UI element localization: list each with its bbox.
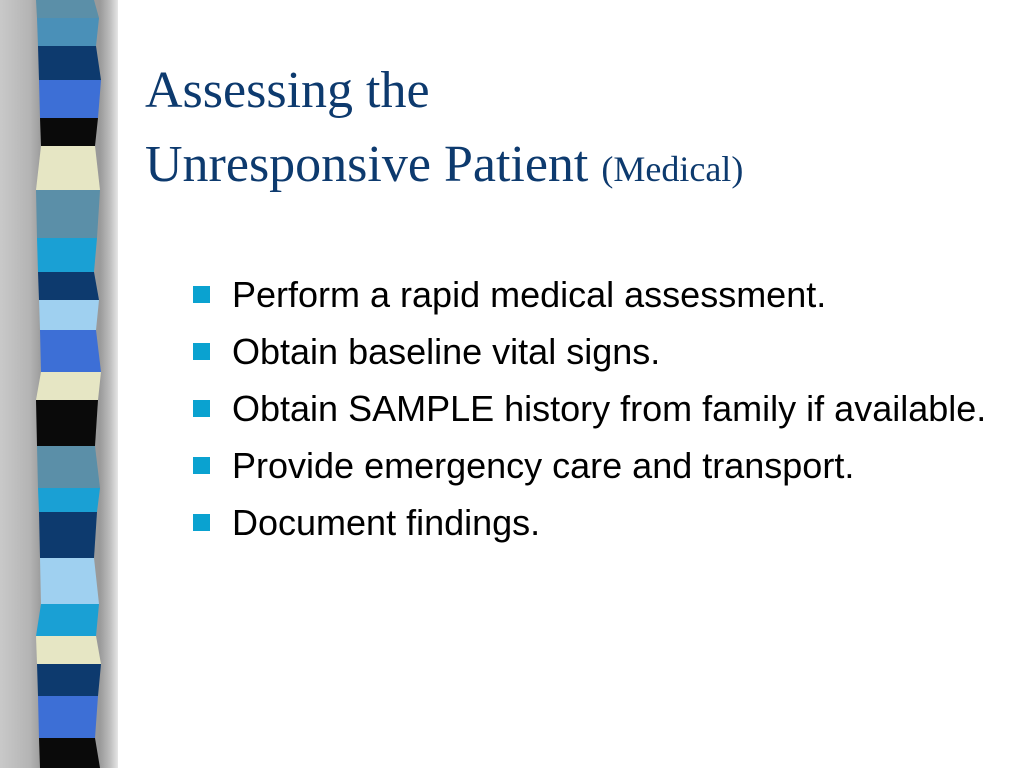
- square-bullet-icon: [193, 400, 210, 417]
- title-line-2: [145, 128, 743, 206]
- stripe-block: [36, 636, 101, 664]
- stripe-block: [39, 80, 101, 118]
- bullet-item: [193, 496, 993, 549]
- stripe-block: [36, 0, 99, 18]
- stripe-block: [37, 664, 101, 696]
- bullet-item: [193, 325, 993, 378]
- square-bullet-icon: [193, 514, 210, 531]
- stripe-block: [37, 238, 97, 272]
- bullet-item: [193, 268, 993, 321]
- bullet-text: Perform a rapid medical assessment.: [232, 274, 827, 315]
- bullet-item: [193, 382, 993, 435]
- square-bullet-icon: [193, 286, 210, 303]
- stripe-block: [37, 446, 100, 488]
- square-bullet-icon: [193, 457, 210, 474]
- stripe-block: [38, 46, 101, 80]
- stripe-block: [36, 190, 100, 238]
- stripe-block: [36, 400, 98, 446]
- bullet-item: [193, 439, 993, 492]
- title-main: Unresponsive Patient: [145, 136, 589, 193]
- stripe-block: [37, 18, 99, 46]
- stripe-block: [39, 300, 99, 330]
- slide-title: [145, 54, 743, 206]
- stripe-block: [38, 272, 99, 300]
- bullet-list: [193, 268, 993, 553]
- bullet-text: Obtain baseline vital signs.: [232, 331, 661, 372]
- title-line-1: Assessing the: [145, 62, 430, 119]
- stripe-block: [40, 330, 101, 372]
- square-bullet-icon: [193, 343, 210, 360]
- stripe-block: [38, 488, 100, 512]
- bullet-text: Document findings.: [232, 502, 541, 543]
- stripe-block: [36, 604, 99, 636]
- stripe-block: [36, 372, 101, 400]
- decorative-stripe: [0, 0, 118, 768]
- stripe-block: [40, 118, 98, 146]
- stripe-block: [36, 146, 100, 190]
- stripe-block: [39, 512, 97, 558]
- bullet-text: Obtain SAMPLE history from family if available.: [232, 388, 987, 429]
- bullet-text: Provide emergency care and transport.: [232, 445, 855, 486]
- stripe-block: [40, 558, 99, 604]
- title-suffix: (Medical): [601, 149, 744, 189]
- stripe-block: [39, 738, 100, 768]
- stripe-block: [38, 696, 98, 738]
